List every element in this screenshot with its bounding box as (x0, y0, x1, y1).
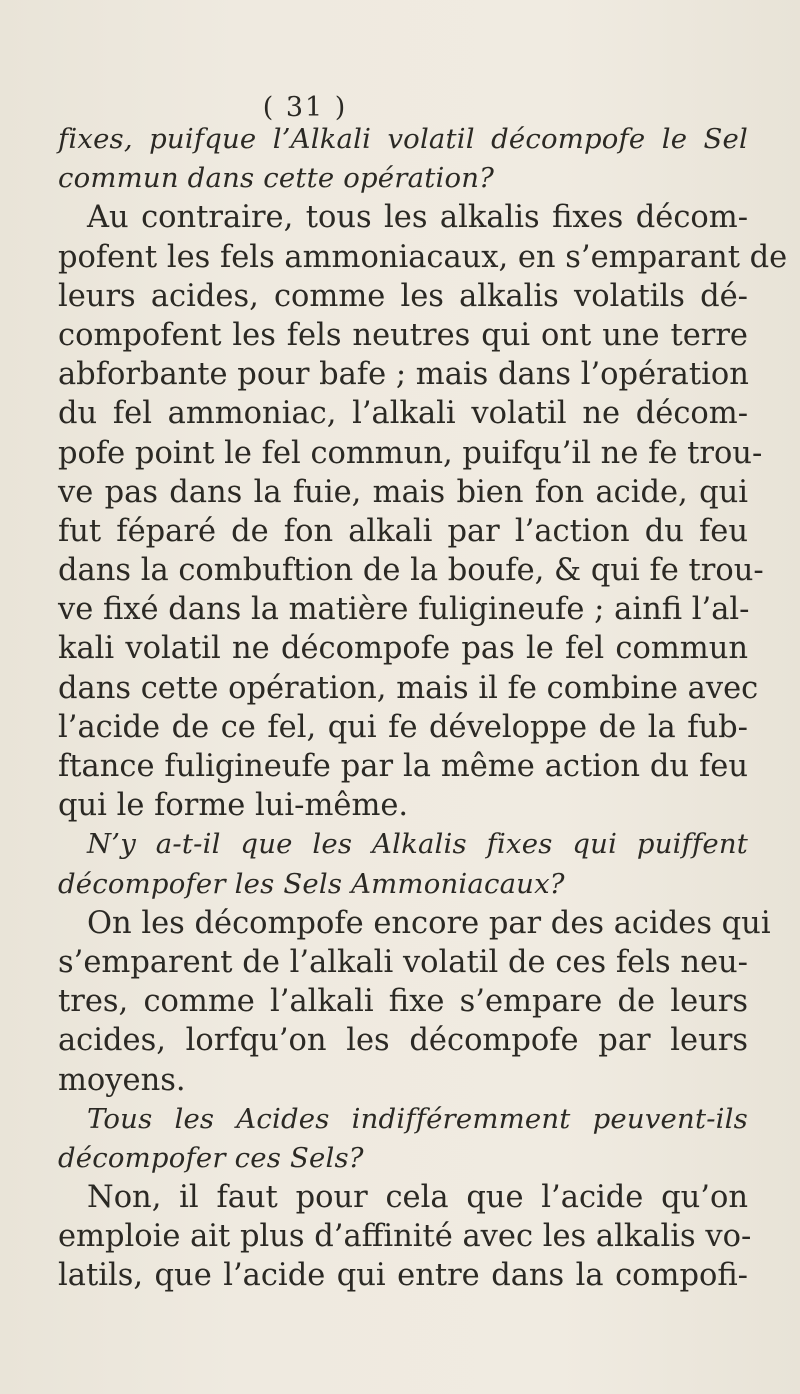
text-line-question: N’y a-t-il que les Alkalis fixes qui puiffent (87, 828, 748, 861)
text-line-question: décompofer ces Sels? (58, 1141, 364, 1174)
text-line: fut féparé de fon alkali par l’action du feu (58, 513, 748, 549)
text-line: du fel ammoniac, l’alkali volatil ne décom- (58, 396, 748, 432)
text-line: dans cette opération, mais il fe combine avec (58, 670, 759, 706)
text-line-question-end: fixes, puifque l’Alkali volatil décompofe le Sel (58, 123, 748, 155)
text-line: kali volatil ne décompofe pas le fel commun (58, 631, 748, 667)
text-line: emploie ait plus d’affinité avec les alkalis vo- (58, 1219, 752, 1255)
text-line: pofent les fels ammoniacaux, en s’emparant de (58, 239, 788, 275)
text-line-question: décompofer les Sels Ammoniacaux? (58, 867, 565, 900)
text-line-answer: Au contraire, tous les alkalis fixes décom- (87, 200, 748, 236)
text-line: ftance fuligineufe par la même action du feu (58, 749, 748, 784)
text-line: abforbante pour bafe ; mais dans l’opération (58, 357, 749, 393)
body-text (58, 120, 788, 1296)
text-line: compofent les fels neutres qui ont une terre (58, 317, 748, 353)
text-line: l’acide de ce fel, qui fe développe de la fub- (58, 709, 748, 745)
text-line: qui le forme lui-même. (58, 788, 409, 824)
text-line: tres, comme l’alkali fixe s’empare de leurs (58, 984, 748, 1020)
text-line: ve pas dans la fuie, mais bien fon acide, qui (58, 474, 748, 510)
text-line-answer: Non, il faut pour cela que l’acide qu’on (87, 1180, 748, 1216)
page-number: ( 31 ) (262, 92, 348, 123)
text-line-question-end: commun dans cette opération? (58, 162, 495, 195)
text-line: dans la combuftion de la boufe, & qui fe trou- (58, 553, 764, 589)
text-line-question: Tous les Acides indifféremment peuvent-ils (87, 1102, 748, 1135)
text-line: acides, lorfqu’on les décompofe par leurs (58, 1023, 748, 1059)
text-line: leurs acides, comme les alkalis volatils dé- (58, 278, 748, 314)
text-line: latils, que l’acide qui entre dans la compofi- (58, 1258, 748, 1294)
text-line: moyens. (58, 1062, 186, 1098)
text-line-answer: On les décompofe encore par des acides qui (87, 905, 771, 941)
text-line: pofe point le fel commun, puifqu’il ne fe trou- (58, 435, 763, 471)
text-line: s’emparent de l’alkali volatil de ces fels neu- (58, 944, 748, 980)
text-line: ve fixé dans la matière fuligineufe ; ainfi l’al- (58, 592, 750, 628)
